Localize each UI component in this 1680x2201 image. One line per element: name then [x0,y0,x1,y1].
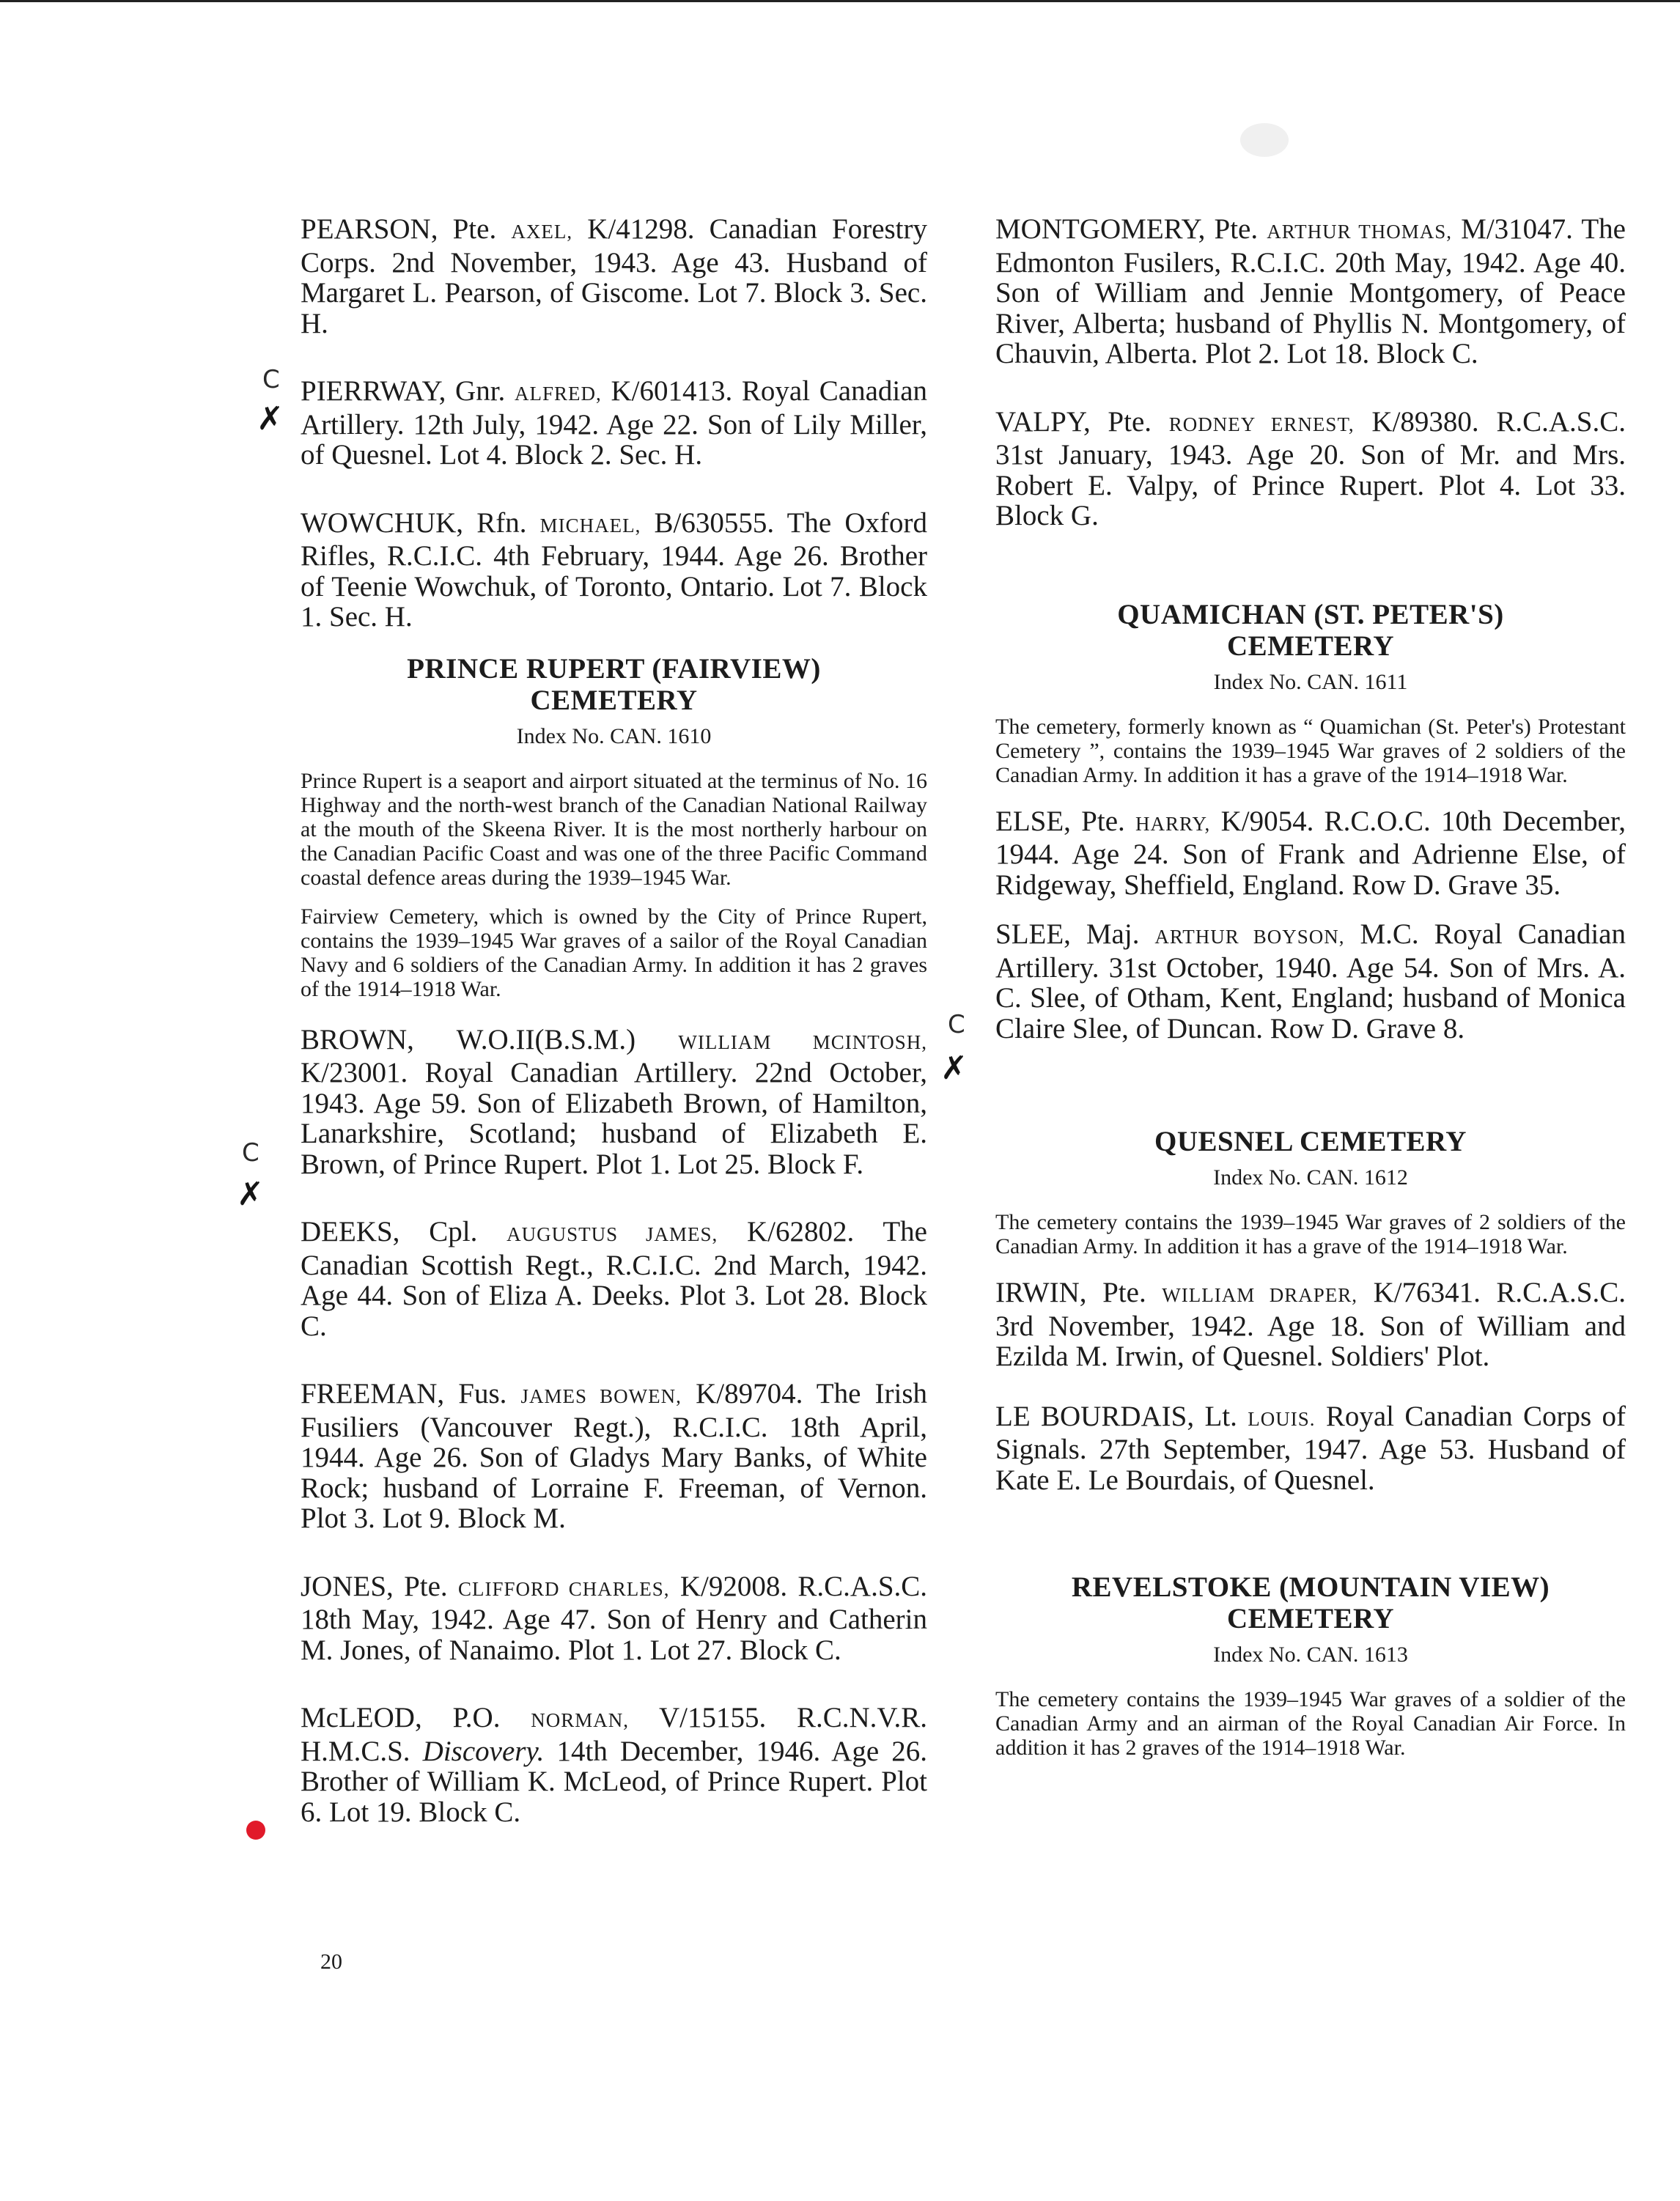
section-index: Index No. CAN. 1613 [1213,1643,1408,1667]
ship-name: Discovery. [422,1735,545,1767]
surname: LE BOURDAIS, [995,1400,1195,1432]
surname: JONES, [301,1570,394,1602]
rank: Fus. [458,1378,507,1409]
entry-text: M/31047. The Edmonton Fusilers, R.C.I.C. 20th May, 1942. Age 40. Son of William and Jennie Montgomery, of Peace River, Alberta; husband of Phyllis N. Montgomery, of Chauvin, Alberta. Plot 2. Lot 18. Block C. [995,213,1626,369]
forenames: ARTHUR BOYSON, [1154,926,1345,948]
surname: FREEMAN, [301,1378,445,1409]
entry-text: K/89704. The Irish Fusiliers (Vancouver Regt.), R.C.I.C. 18th April, 1944. Age 26. Son of Gladys Mary Banks, of White Rock; husband of Lorraine F. Freeman, of Vernon. Plot 3. Lot 9. Block M. [301,1378,928,1534]
rank: P.O. [452,1702,501,1733]
entry-text: K/89380. R.C.A.S.C. 31st January, 1943. Age 20. Son of Mr. and Mrs. Robert E. Valpy, of Prince Rupert. Plot 4. Lot 33. Block G. [995,405,1626,531]
rank: Lt. [1204,1400,1237,1432]
rank: Maj. [1086,918,1140,950]
surname: MONTGOMERY, [995,213,1206,245]
section-index: Index No. CAN. 1610 [516,723,712,748]
entry-text: K/23001. Royal Canadian Artillery. 22nd October, 1943. Age 59. Son of Elizabeth Brown, of Hamilton, Lanarkshire, Scotland; husband of Elizabeth E. Brown, of Prince Rupert. Plot 1. Lot 25. Block F. [301,1057,927,1180]
entry-pearson [301,214,927,339]
section-index: Index No. CAN. 1611 [1213,669,1408,694]
entry-jones [301,1571,927,1666]
entry-valpy [995,407,1626,531]
entry-text: M.C. Royal Canadian Artillery. 31st October, 1940. Age 54. Son of Mrs. A. C. Slee, of Otham, Kent, England; husband of Monica Claire Slee, of Duncan. Row D. Grave 8. [995,918,1626,1044]
section-description: The cemetery contains the 1939–1945 War graves of 2 soldiers of the Canadian Army. In addition it has a grave of the 1914–1918 War. [995,1210,1626,1258]
margin-c-mark-slee: C [948,1010,965,1039]
entry-text-before: V/15155. R.C.N.V.R. H.M.C.S. [301,1702,928,1767]
page-top-edge [0,0,1680,2]
section-description-2: Fairview Cemetery, which is owned by the City of Prince Rupert, contains the 1939–1945 War graves of a sailor of the Royal Canadian Navy and 6 soldiers of the Canadian Army. In addition it has 2 graves of the 1914–1918 War. [301,904,927,1001]
entry-slee [995,919,1626,1044]
rank: Pte. [1108,405,1152,438]
entry-pierrway [301,376,927,471]
margin-x-mark-pierrway: ✗ [257,400,284,438]
red-dot-marker [246,1821,265,1840]
rank: Pte. [404,1570,448,1602]
forenames: WILLIAM DRAPER, [1162,1284,1358,1306]
forenames: AXEL, [511,221,573,243]
rank: Cpl. [429,1216,478,1247]
surname: BROWN, [301,1023,414,1055]
entry-text: Royal Canadian Corps of Signals. 27th September, 1947. Age 53. Husband of Kate E. Le Bourdais, of Quesnel. [995,1400,1626,1496]
section-title: REVELSTOKE (MOUNTAIN VIEW) [1071,1571,1550,1603]
section-prince-rupert [301,653,927,750]
rank: Gnr. [455,375,506,407]
surname: WOWCHUK, [301,506,464,539]
rank: Rfn. [476,506,527,539]
section-revelstoke [995,1571,1626,1668]
margin-x-mark-brown: ✗ [237,1176,264,1213]
surname: ELSE, [995,805,1071,837]
forenames: MICHAEL, [539,514,641,537]
forenames: AUGUSTUS JAMES, [506,1223,718,1245]
left-column [301,214,927,1827]
entry-text: K/41298. Canadian Forestry Corps. 2nd November, 1943. Age 43. Husband of Margaret L. Pearson, of Giscome. Lot 7. Block 3. Sec. H. [301,213,928,339]
surname: VALPY, [995,405,1091,438]
margin-c-mark-brown: C [242,1138,259,1168]
rank: Pte. [1214,213,1259,245]
forenames: HARRY, [1135,812,1211,835]
surname: SLEE, [995,918,1071,950]
section-description: The cemetery, formerly known as “ Quamichan (St. Peter's) Protestant Cemetery ”, contains the 1939–1945 War graves of 2 soldiers of the Canadian Army. In addition it has a grave of the 1914–1918 War. [995,714,1626,787]
forenames: JAMES BOWEN, [520,1385,682,1407]
section-title: QUAMICHAN (ST. PETER'S) [1117,598,1504,630]
right-column [995,214,1626,1774]
section-description: The cemetery contains the 1939–1945 War graves of a soldier of the Canadian Army and an airman of the Royal Canadian Air Force. In addition it has 2 graves of the 1914–1918 War. [995,1687,1626,1760]
entry-montgomery [995,214,1626,369]
entry-text: B/630555. The Oxford Rifles, R.C.I.C. 4th February, 1944. Age 26. Brother of Teenie Wowchuk, of Toronto, Ontario. Lot 7. Block 1. Sec. H. [301,506,927,633]
forenames: LOUIS. [1248,1407,1316,1430]
section-title: QUESNEL CEMETERY [1154,1126,1467,1157]
surname: PIERRWAY, [301,375,446,407]
section-quamichan [995,599,1626,696]
entry-text: K/601413. Royal Canadian Artillery. 12th July, 1942. Age 22. Son of Lily Miller, of Quesnel. Lot 4. Block 2. Sec. H. [301,375,928,471]
entry-text: K/9054. R.C.O.C. 10th December, 1944. Age 24. Son of Frank and Adrienne Else, of Ridgeway, Sheffield, England. Row D. Grave 35. [995,805,1626,901]
rank: Pte. [1102,1277,1146,1308]
entry-deeks [301,1217,927,1341]
entry-mcleod [301,1703,927,1827]
forenames: RODNEY ERNEST, [1168,413,1355,435]
section-title-line2: CEMETERY [1227,1603,1394,1634]
rank: Pte. [1081,805,1125,837]
section-quesnel [995,1126,1626,1191]
forenames: NORMAN, [531,1709,629,1731]
section-title: PRINCE RUPERT (FAIRVIEW) [407,652,821,685]
margin-c-mark-pierrway: C [262,365,280,394]
section-title-line2: CEMETERY [530,684,698,716]
forenames: WILLIAM MCINTOSH, [678,1031,928,1053]
faint-stain [1240,123,1289,157]
forenames: ALFRED, [515,383,602,405]
surname: PEARSON, [301,213,438,245]
entry-freeman [301,1379,927,1534]
section-title-line2: CEMETERY [1227,630,1394,662]
entry-text: 14th December, 1946. Age 26. Brother of William K. McLeod, of Prince Rupert. Plot 6. Lot 19. Block C. [301,1735,928,1828]
rank: W.O.II(B.S.M.) [456,1023,636,1055]
section-index: Index No. CAN. 1612 [1213,1165,1408,1190]
entry-le-bourdais [995,1401,1626,1496]
section-description: Prince Rupert is a seaport and airport situated at the terminus of No. 16 Highway and the north-west branch of the Canadian National Railway at the mouth of the Skeena River. It is the most northerly harbour on the Canadian Pacific Coast and was one of the three Pacific Command coastal defence areas during the 1939–1945 War. [301,768,927,890]
page-number: 20 [320,1950,342,1974]
entry-brown [301,1025,927,1180]
margin-x-mark-slee: ✗ [940,1050,968,1087]
surname: DEEKS, [301,1216,400,1247]
entry-text: K/62802. The Canadian Scottish Regt., R.C.I.C. 2nd March, 1942. Age 44. Son of Eliza A. Deeks. Plot 3. Lot 28. Block C. [301,1216,927,1342]
forenames: CLIFFORD CHARLES, [457,1577,670,1600]
entry-irwin [995,1278,1626,1372]
entry-else [995,806,1626,901]
surname: McLEOD, [301,1702,422,1733]
rank: Pte. [452,213,497,245]
entry-text: K/76341. R.C.A.S.C. 3rd November, 1942. Age 18. Son of William and Ezilda M. Irwin, of Quesnel. Soldiers' Plot. [995,1277,1626,1372]
entry-text: K/92008. R.C.A.S.C. 18th May, 1942. Age 47. Son of Henry and Catherin M. Jones, of Nanaimo. Plot 1. Lot 27. Block C. [301,1570,928,1666]
forenames: ARTHUR THOMAS, [1267,221,1453,243]
entry-wowchuk [301,508,927,633]
surname: IRWIN, [995,1277,1087,1308]
